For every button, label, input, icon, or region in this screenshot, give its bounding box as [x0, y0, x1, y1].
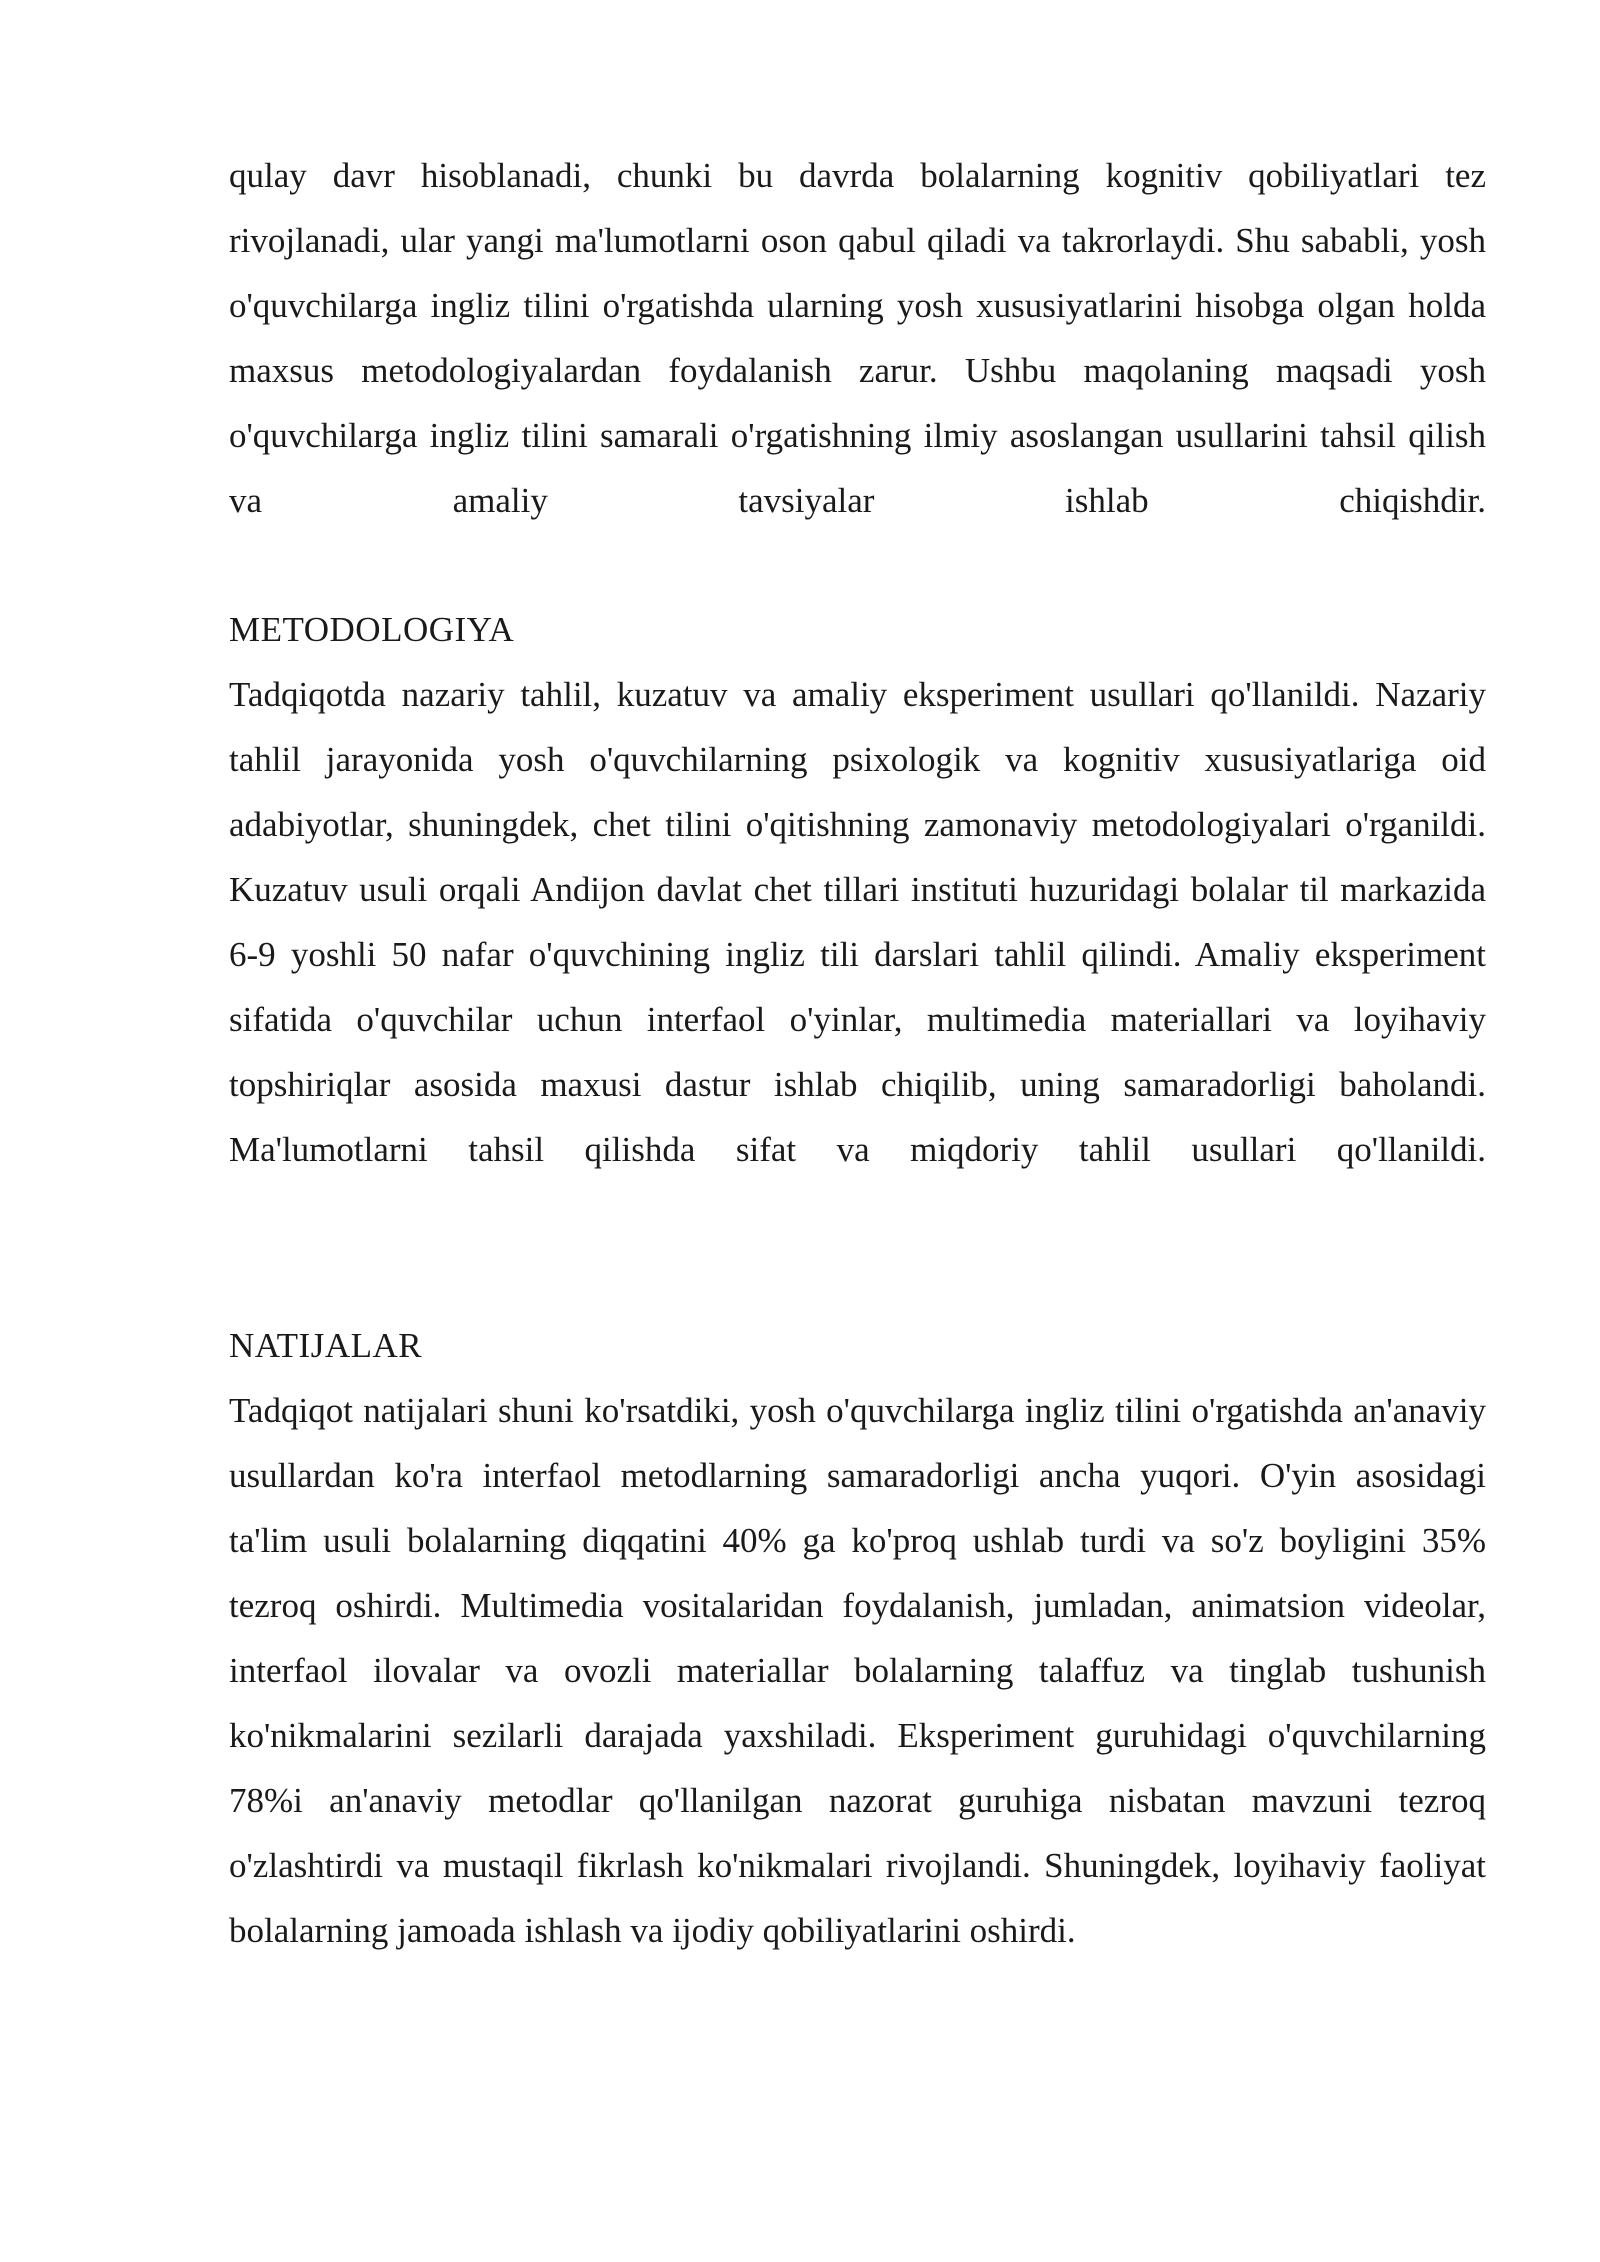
- section-heading-results: NATIJALAR: [229, 1326, 423, 1365]
- section-heading-methodology: METODOLOGIYA: [229, 610, 515, 649]
- intro-paragraph: qulay davr hisoblanadi, chunki bu davrda bolalarning kognitiv qobiliyatlari tez rivojlanadi, ular yangi ma'lumotlarni oson qabul qiladi va takrorlaydi. Shu sababli, yosh o'quvchilarga ingliz tilini o'rgatishda ularning yosh xususiyatlarini hisobga olgan holda maxsus metodologiyalardan foydalanish zarur. Ushbu maqolaning maqsadi yosh o'quvchilarga ingliz tilini samarali o'rgatishning ilmiy asoslangan usullarini tahsil qilish va amaliy tavsiyalar ishlab chiqishdir.: [229, 156, 1486, 520]
- methodology-paragraph: Tadqiqotda nazariy tahlil, kuzatuv va amaliy eksperiment usullari qo'llanildi. Nazariy tahlil jarayonida yosh o'quvchilarning psixologik va kognitiv xususiyatlariga oid adabiyotlar, shuningdek, chet tilini o'qitishning zamonaviy metodologiyalari o'rganildi. Kuzatuv usuli orqali Andijon davlat chet tillari instituti huzuridagi bolalar til markazida 6-9 yoshli 50 nafar o'quvchining ingliz tili darslari tahlil qilindi. Amaliy eksperiment sifatida o'quvchilar uchun interfaol o'yinlar, multimedia materiallari va loyihaviy topshiriqlar asosida maxusi dastur ishlab chiqilib, uning samaradorligi baholandi. Ma'lumotlarni tahsil qilishda sifat va miqdoriy tahlil usullari qo'llanildi.: [229, 675, 1486, 1169]
- results-paragraph: Tadqiqot natijalari shuni ko'rsatdiki, yosh o'quvchilarga ingliz tilini o'rgatishda an'anaviy usullardan ko'ra interfaol metodlarning samaradorligi ancha yuqori. O'yin asosidagi ta'lim usuli bolalarning diqqatini 40% ga ko'proq ushlab turdi va so'z boyligini 35% tezroq oshirdi. Multimedia vositalaridan foydalanish, jumladan, animatsion videolar, interfaol ilovalar va ovozli materiallar bolalarning talaffuz va tinglab tushunish ko'nikmalarini sezilarli darajada yaxshiladi. Eksperiment guruhidagi o'quvchilarning 78%i an'anaviy metodlar qo'llanilgan nazorat guruhiga nisbatan mavzuni tezroq o'zlashtirdi va mustaqil fikrlash ko'nikmalari rivojlandi. Shuningdek, loyihaviy faoliyat bolalarning jamoada ishlash va ijodiy qobiliyatlarini oshirdi.: [229, 1391, 1486, 1950]
